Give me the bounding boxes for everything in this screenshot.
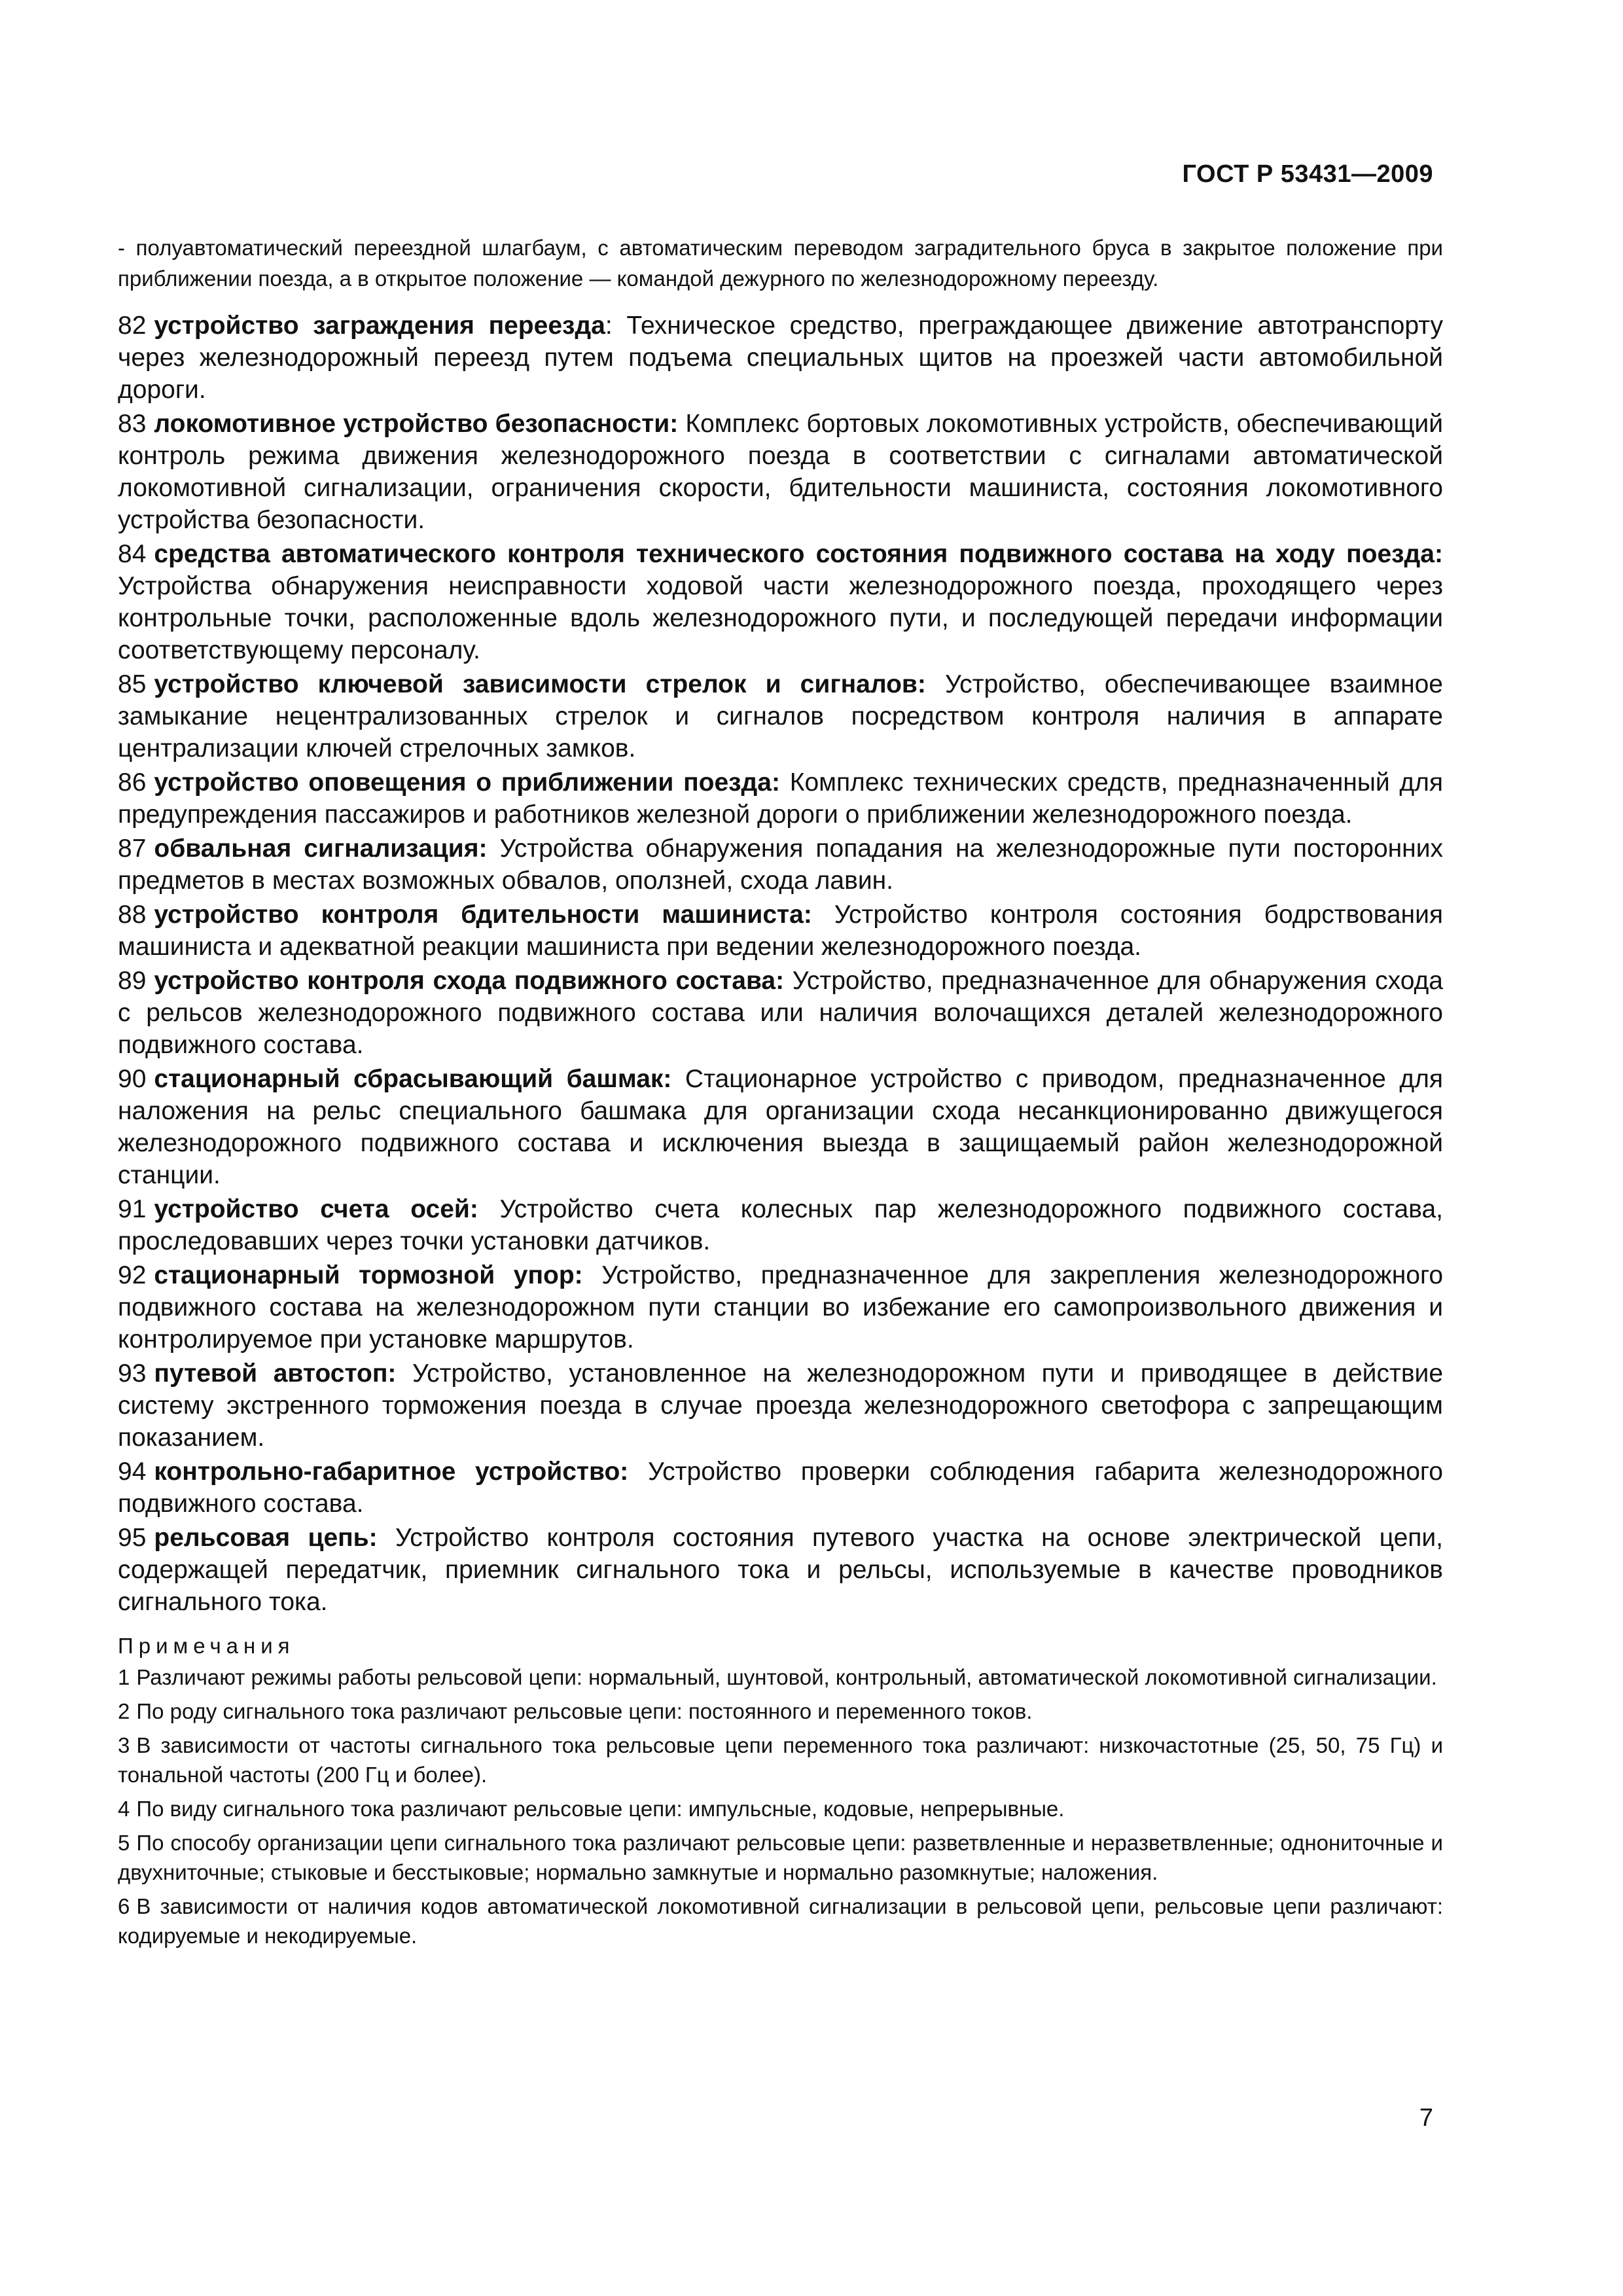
term-definition: Устройство счета колесных пар железнодорожного подвижного состава, проследовавших через точки установки датчиков. — [118, 1195, 1443, 1255]
term-name: стационарный сбрасывающий башмак: — [154, 1065, 672, 1093]
note-item — [118, 1696, 1443, 1726]
term-name: устройство контроля схода подвижного состава: — [154, 967, 785, 995]
term-definition: Стационарное устройство с приводом, предназначенное для наложения на рельс специального башмака для организации схода несанкционированно движущегося железнодорожного подвижного состава и исключения выезда в защищаемый район железнодорожной станции. — [118, 1065, 1443, 1189]
term-entry — [118, 1456, 1443, 1520]
term-definition: Техническое средство, преграждающее движение автотранспорту через железнодорожный переезд путем подъема специальных щитов на проезжей части автомобильной дороги. — [118, 312, 1444, 404]
note-number: 4 — [118, 1797, 130, 1821]
term-number: 83 — [118, 410, 147, 438]
note-text: По виду сигнального тока различают рельсовые цепи: импульсные, кодовые, непрерывные. — [136, 1797, 1065, 1821]
term-entry — [118, 1193, 1443, 1257]
note-number: 5 — [118, 1831, 130, 1855]
term-definition: Комплекс технических средств, предназначенный для предупреждения пассажиров и работников железной дороги о приближении железнодорожного поезда. — [118, 768, 1444, 829]
term-definition: Устройство контроля состояния путевого участка на основе электрической цепи, содержащей передатчик, приемник сигнального тока и рельсы, используемые в качестве проводников сигнального тока. — [118, 1524, 1443, 1616]
term-name: устройство счета осей: — [154, 1195, 478, 1223]
term-definition: Устройство, предназначенное для обнаружения схода с рельсов железнодорожного подвижного состава или наличия волочащихся деталей железнодорожного подвижного состава. — [118, 967, 1443, 1059]
term-name: обвальная сигнализация: — [154, 834, 488, 863]
term-definition: Устройство, предназначенное для закрепления железнодорожного подвижного состава на железнодорожном пути станции во избежание его самопроизвольного движения и контролируемое при установке маршрутов. — [118, 1261, 1444, 1354]
term-entry — [118, 538, 1443, 666]
term-entry — [118, 1522, 1443, 1618]
term-entry — [118, 1357, 1443, 1454]
term-entry — [118, 310, 1443, 406]
term-number: 93 — [118, 1359, 147, 1388]
note-number: 2 — [118, 1699, 130, 1723]
term-name: устройство заграждения переезда — [154, 312, 605, 340]
term-number: 91 — [118, 1195, 147, 1223]
note-item — [118, 1892, 1443, 1950]
note-item — [118, 1794, 1443, 1823]
term-separator: : — [605, 312, 613, 340]
notes-section — [118, 1631, 1443, 1950]
term-number: 88 — [118, 901, 147, 929]
term-number: 82 — [118, 312, 147, 340]
term-entry — [118, 1063, 1443, 1191]
note-text: В зависимости от частоты сигнального тока рельсовые цепи переменного тока различают: низкочастотные (25, 50, 75 Гц) и тональной частоты (200 Гц и более). — [118, 1733, 1443, 1787]
note-text: По способу организации цепи сигнального тока различают рельсовые цепи: разветвленные и неразветвленные; однониточные и двухниточные; стыковые и бесстыковые; нормально замкнутые и нормально разомкнутые; наложения. — [118, 1831, 1443, 1884]
term-name: рельсовая цепь: — [154, 1524, 378, 1552]
term-entry — [118, 833, 1443, 897]
term-definition: Устройство контроля состояния бодрствования машиниста и адекватной реакции машиниста при ведении железнодорожного поезда. — [118, 901, 1443, 961]
term-name: устройство ключевой зависимости стрелок и сигналов: — [154, 670, 926, 698]
term-name: контрольно-габаритное устройство: — [154, 1458, 629, 1486]
note-number: 6 — [118, 1894, 130, 1918]
note-text: По роду сигнального тока различают рельсовые цепи: постоянного и переменного токов. — [136, 1699, 1033, 1723]
intro-list-item: - полуавтоматический переездной шлагбаум, с автоматическим переводом заградительного бруса в закрытое положение при приближении поезда, а в открытое положение — командой дежурного по железнодорожному переезду. — [118, 236, 1443, 291]
term-definition: Устройство, обеспечивающее взаимное замыкание нецентрализованных стрелок и сигналов посредством контроля наличия в аппарате централизации ключей стрелочных замков. — [118, 670, 1444, 762]
term-definition: Устройства обнаружения попадания на железнодорожные пути посторонних предметов в местах возможных обвалов, оползней, схода лавин. — [118, 834, 1444, 895]
standard-code-header: ГОСТ Р 53431—2009 — [1182, 160, 1433, 188]
term-number: 86 — [118, 768, 147, 797]
term-number: 92 — [118, 1261, 147, 1289]
term-name: устройство контроля бдительности машиниста: — [154, 901, 812, 929]
term-entry — [118, 899, 1443, 963]
notes-heading: Примечания — [118, 1634, 295, 1658]
term-entry — [118, 1259, 1443, 1355]
term-definition: Устройства обнаружения неисправности ходовой части железнодорожного поезда, проходящего через контрольные точки, расположенные вдоль железнодорожного пути, и последующей передачи информации соответствующему персоналу. — [118, 572, 1443, 664]
terms-list — [118, 310, 1443, 1618]
term-definition: Комплекс бортовых локомотивных устройств, обеспечивающий контроль режима движения железнодорожного поезда в соответствии с сигналами автоматической локомотивной сигнализации, ограничения скорости, бдительности машиниста, состояния локомотивного устройства безопасности. — [118, 410, 1444, 534]
note-number: 3 — [118, 1733, 130, 1757]
term-name: средства автоматического контроля технического состояния подвижного состава на ходу поезда: — [154, 540, 1443, 568]
note-item — [118, 1662, 1443, 1692]
term-entry — [118, 766, 1443, 831]
term-name: локомотивное устройство безопасности: — [154, 410, 679, 438]
term-entry — [118, 408, 1443, 536]
term-number: 95 — [118, 1524, 147, 1552]
term-number: 94 — [118, 1458, 147, 1486]
note-text: В зависимости от наличия кодов автоматической локомотивной сигнализации в рельсовой цепи, рельсовые цепи различают: кодируемые и некодируемые. — [118, 1894, 1443, 1948]
term-number: 84 — [118, 540, 147, 568]
term-name: устройство оповещения о приближении поезда: — [154, 768, 780, 797]
term-entry — [118, 668, 1443, 764]
term-name: стационарный тормозной упор: — [154, 1261, 583, 1289]
term-number: 87 — [118, 834, 147, 863]
term-definition: Устройство проверки соблюдения габарита железнодорожного подвижного состава. — [118, 1458, 1443, 1518]
term-name: путевой автостоп: — [154, 1359, 397, 1388]
page-number: 7 — [1419, 2104, 1433, 2132]
term-definition: Устройство, установленное на железнодорожном пути и приводящее в действие систему экстренного торможения поезда в случае проезда железнодорожного светофора с запрещающим показанием. — [118, 1359, 1444, 1452]
page-content — [118, 232, 1443, 1955]
note-text: Различают режимы работы рельсовой цепи: нормальный, шунтовой, контрольный, автоматической локомотивной сигнализации. — [136, 1665, 1437, 1689]
term-number: 85 — [118, 670, 147, 698]
note-item — [118, 1828, 1443, 1887]
term-number: 90 — [118, 1065, 147, 1093]
note-number: 1 — [118, 1665, 130, 1689]
term-number: 89 — [118, 967, 147, 995]
note-item — [118, 1731, 1443, 1789]
term-entry — [118, 965, 1443, 1061]
